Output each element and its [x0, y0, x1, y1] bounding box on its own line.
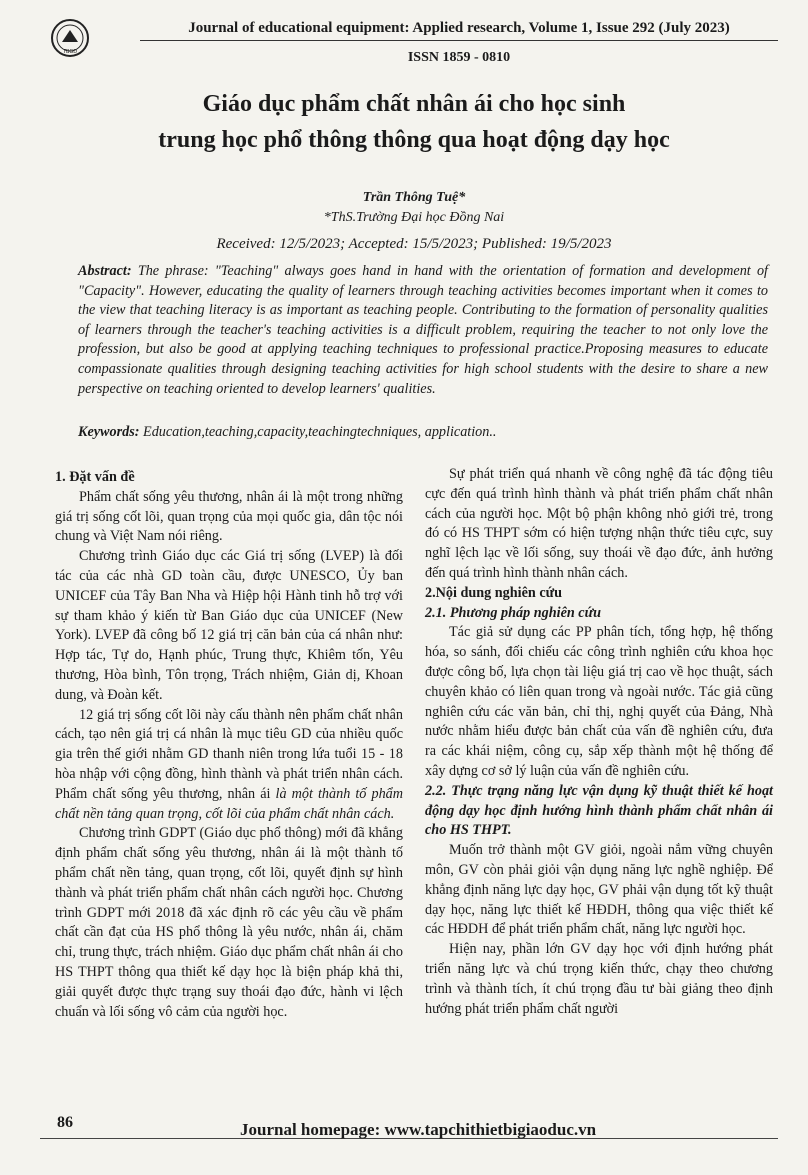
paragraph: [55, 706, 403, 825]
section-heading-2: 2.Nội dung nghiên cứu: [425, 584, 563, 601]
title-line-1: Giáo dục phẩm chất nhân ái cho học sinh: [202, 91, 626, 117]
subsection-heading-2-2: 2.2. Thực trạng năng lực vận dụng kỹ thuật thiết kế hoạt động dạy học định hướng hình thành phẩm chất nhân ái cho HS THPT.: [425, 782, 773, 839]
paragraph: Sự phát triển quá nhanh về công nghệ đã tác động tiêu cực đến quá trình hình thành và phát triển phẩm chất nhân cách của người học. Một bộ phận không nhỏ giới trẻ, trong đó có HS THPT sớm có hiện tượng nhận thức tiêu cực, suy nghĩ lệch lạc về lối sống, suy thoái về đạo đức, ảnh hưởng đến quá trình hình thành nhân cách.: [425, 466, 773, 581]
svg-text:TBGD: TBGD: [62, 49, 78, 55]
keywords-text: Education,teaching,capacity,teachingtechniques, application..: [139, 424, 497, 440]
paragraph: Muốn trở thành một GV giỏi, ngoài nắm vững chuyên môn, GV còn phải giỏi vận dụng năng lực nghề nghiệp. Để khẳng định năng lực dạy học, GV phải vận dụng tốt kỹ thuật dạy học, năng lực thiết kế HĐDH, thông qua việc thiết kế các HĐDH để phát triển phẩm chất, năng lực người học.: [425, 842, 773, 938]
paragraph: Tác giả sử dụng các PP phân tích, tổng hợp, hệ thống hóa, so sánh, đối chiếu các công trình nghiên cứu khoa học được công bố, lựa chọn tài liệu giá trị cao về học thuật, sách chuyên khảo có liên quan trong và ngoài nước. Tác giả cũng nghiên cứu các văn bản, chỉ thị, nghị quyết của Đảng, Nhà nước nhằm hiểu được bản chất của vấn đề nghiên cứu, đưa ra các khái niệm, công cụ, sắp xếp thành một hệ thống để xây dựng cơ sở lý luận của vấn đề nghiên cứu.: [425, 624, 773, 779]
journal-header: Journal of educational equipment: Applied research, Volume 1, Issue 292 (July 2023): [188, 20, 730, 36]
left-column: [55, 468, 403, 1022]
paragraph: Phẩm chất sống yêu thương, nhân ái là một trong những giá trị sống cốt lõi, quan trọng của mọi quốc gia, dân tộc nói chung và Việt Nam nói riêng.: [55, 488, 403, 545]
section-heading-1: 1. Đặt vấn đề: [55, 469, 135, 485]
title-line-2: trung học phổ thông thông qua hoạt động dạy học: [158, 127, 670, 153]
abstract-label: Abstract:: [78, 263, 132, 279]
article-title: [60, 86, 768, 158]
subsection-heading-2-1: 2.1. Phương pháp nghiên cứu: [425, 604, 601, 621]
journal-homepage: Journal homepage: www.tapchithietbigiaoduc.vn: [240, 1120, 597, 1139]
header-rule: [140, 40, 778, 41]
page-number: 86: [57, 1114, 73, 1131]
paragraph-text: 12 giá trị sống cốt lõi này cấu thành nên phẩm chất nhân cách, tạo nên giá trị cá nhân là mục tiêu GD của nhiều quốc gia trên thế giới nhằm GD thanh niên trong lứa tuổi 15 - 18 hòa nhập với cộng đồng, hình thành và phát triển nhân cách. Phẩm chất sống yêu thương, nhân ái: [55, 706, 403, 802]
author: Trần Thông Tuệ*: [362, 190, 466, 205]
paragraph: Chương trình Giáo dục các Giá trị sống (LVEP) là đối tác của các nhà GD toàn cầu, được UNESCO, Ủy ban UNICEF của Tây Ban Nha và Hiệp hội Hành tinh hỗ trợ với sự tham khảo ý kiến từ Ban Giáo dục của UNICEF (New York). LVEP đã công bố 12 giá trị căn bản của cá nhân như: Hợp tác, Tự do, Hạnh phúc, Trung thực, Khiêm tốn, Yêu thương, Hòa bình, Tôn trọng, Trách nhiệm, Giản dị, Khoan dung, và Đoàn kết.: [55, 548, 403, 703]
journal-logo: [50, 18, 90, 58]
keywords: [78, 424, 768, 441]
abstract-text: The phrase: "Teaching" always goes hand in hand with the orientation of formation and development of "Capacity". However, educating the quality of learners through teaching activities becomes important when it comes to the view that teaching literacy is as important as teaching people. Contributing to the formation of personality qualities of learners through the teacher's teaching activities is a difficult problem, requiring the teacher to not only love the profession, but also be good at applying teaching techniques to professional practice.Proposing measures to educate compassionate qualities through designing teaching activities for high school students with the desire to share a new perspective on teaching oriented to develop learners' qualities.: [78, 263, 768, 397]
paragraph: Chương trình GDPT (Giáo dục phổ thông) mới đã khẳng định phẩm chất sống yêu thương, nhân ái là một thành tố phẩm chất nền tảng, quan trọng, cốt lõi, quyết định sự hình thành và phát triển phẩm chất nhân cách người học. Chương trình GDPT mới 2018 đã xác định rõ các yêu cầu về phẩm chất cần đạt của HS phổ thông là yêu nước, nhân ái, chăm chỉ, trung thực, trách nhiệm. Giáo dục phẩm chất nhân ái cho HS THPT thông qua thiết kế dạy học là biện pháp khả thi, giải quyết được thực trạng suy thoái đạo đức, hành vi lệch chuẩn và lối sống vô cảm của người học.: [55, 825, 403, 1020]
publication-dates: Received: 12/5/2023; Accepted: 15/5/2023; Published: 19/5/2023: [216, 236, 612, 252]
keywords-label: Keywords:: [78, 424, 140, 440]
abstract: [78, 262, 768, 399]
right-column: [425, 465, 773, 1019]
paragraph-italic-text: là một thành tố phẩm chất nền tảng quan trọng, cốt lõi của phẩm chất nhân cách.: [55, 785, 403, 822]
paragraph: Hiện nay, phần lớn GV dạy học với định hướng phát triển năng lực và chú trọng kiến thức, chạy theo chương trình và thành tích, ít chú trọng đầu tư bài giảng theo định hướng phát triển phẩm chất người: [425, 941, 773, 1017]
issn: ISSN 1859 - 0810: [407, 50, 511, 65]
affiliation: *ThS.Trường Đại học Đồng Nai: [323, 210, 505, 225]
